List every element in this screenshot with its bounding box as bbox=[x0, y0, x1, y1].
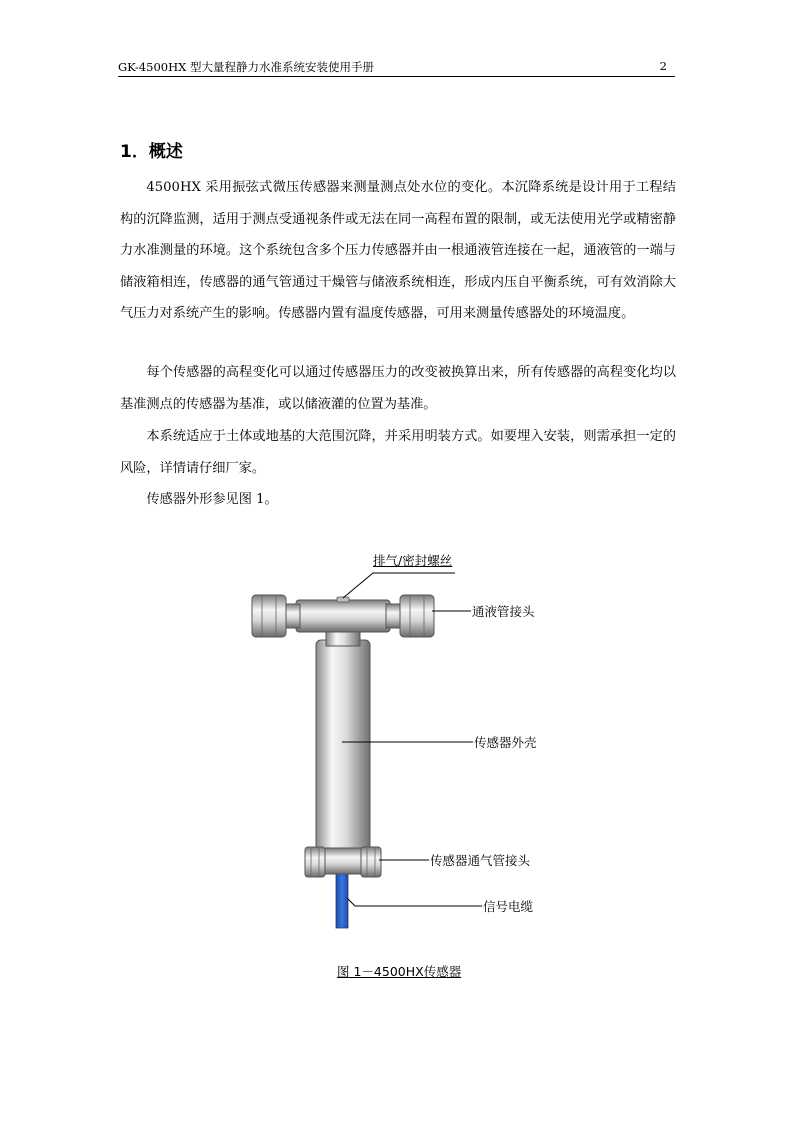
page-number: 2 bbox=[659, 59, 667, 73]
sensor-figure bbox=[0, 540, 793, 990]
header-title: GK-4500HX 型大量程静力水准系统安装使用手册 bbox=[118, 60, 374, 74]
bottom-nut-left bbox=[305, 847, 325, 877]
sensor-illustration bbox=[0, 540, 793, 990]
bottom-collar bbox=[324, 848, 362, 874]
signal-cable bbox=[336, 870, 348, 928]
paragraph-application: 本系统适应于土体或地基的大范围沉降，并采用明装方式。如要埋入安装，则需承担一定的风险，详情请仔细厂家。 bbox=[120, 429, 676, 476]
label-sensor-housing: 传感器外壳 bbox=[474, 735, 537, 750]
left-nut bbox=[252, 595, 286, 637]
leader-vent bbox=[343, 573, 455, 598]
page-header bbox=[118, 56, 675, 77]
section-heading: 1．概述 bbox=[120, 142, 183, 162]
label-vent-screw: 排气/密封螺丝 bbox=[373, 553, 453, 568]
paragraph-overview: 4500HX 采用振弦式微压传感器来测量测点处水位的变化。本沉降系统是设计用于工程结构的沉降监测，适用于测点受通视条件或无法在同一高程布置的限制，或无法使用光学或精密静力水准测量的环境。这个系统包含多个压力传感器并由一根通液管连接在一起，通液管的一端与储液箱相连，传感器的通气管通过干燥管与储液系统相连，形成内压自平衡系统，可有效消除大气压力对系统产生的影响。传感器内置有温度传感器，可用来测量传感器处的环境温度。 bbox=[120, 180, 676, 321]
label-signal-cable: 信号电缆 bbox=[483, 899, 534, 914]
tee-body bbox=[296, 600, 390, 632]
label-air-tube-connector: 传感器通气管接头 bbox=[430, 853, 531, 868]
housing-body bbox=[316, 640, 370, 852]
bottom-nut-right bbox=[361, 847, 381, 877]
leader-cable bbox=[347, 898, 482, 906]
label-pipe-connector: 通液管接头 bbox=[472, 604, 535, 619]
right-nut bbox=[400, 595, 434, 637]
paragraph-elevation: 每个传感器的高程变化可以通过传感器压力的改变被换算出来，所有传感器的高程变化均以基准测点的传感器为基准，或以储液灌的位置为基准。 bbox=[120, 365, 676, 412]
paragraph-figure-ref: 传感器外形参见图 1。 bbox=[146, 492, 278, 507]
figure-caption: 图 1－4500HX传感器 bbox=[337, 964, 462, 979]
